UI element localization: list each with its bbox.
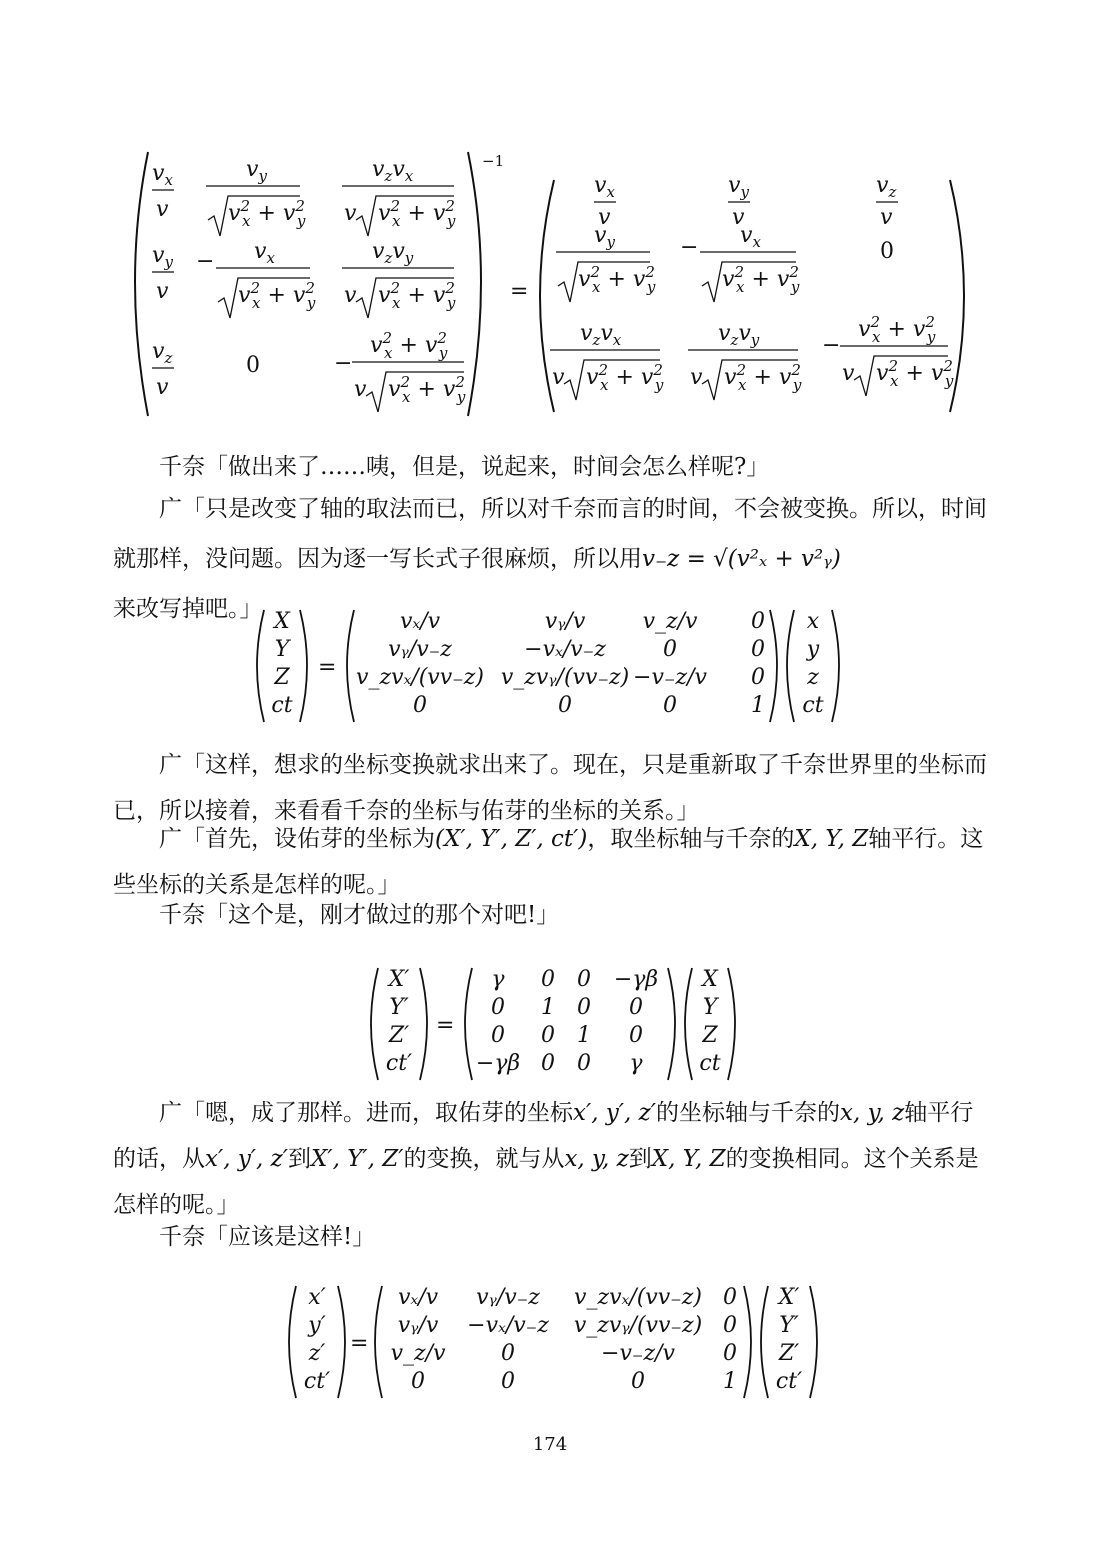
inverse-exponent: −1 [482,152,505,170]
eq3-rhs-2: Z [702,1023,718,1048]
eq2-lhs-2: Z [274,665,290,690]
eq4-lhs-2: z′ [308,1341,326,1366]
svg-text:0: 0 [880,239,894,264]
svg-text:vx: $v_x$ [152,161,173,189]
eq4-matrix-cell-3-2: 0 [631,1369,645,1394]
eq3-matrix-cell-0-1: 0 [541,967,555,992]
inline-math-yume-coords: (X′, Y′, Z′, ct′) [435,826,588,852]
eq2-matrix-cell-2-1: v_zvᵧ/(vv₋z) [500,665,630,690]
eq2-matrix-cell-0-2: v_z/v [642,609,698,634]
eq4-rhs-0: X′ [778,1285,800,1310]
svg-text:v2x + v2y: $v^2$ $x + v^2$ y [378,279,456,312]
eq4-matrix-cell-2-0: v_z/v [390,1341,446,1366]
eq2-matrix-cell-1-0: vᵧ/v₋z [388,637,452,662]
svg-text:vx: $v_x$ [254,239,275,267]
eq4-matrix-cell-1-1: −vₓ/v₋z [467,1313,549,1338]
eq3-lhs-3: ct′ [385,1051,413,1076]
svg-text:v2x + v2y: $v^2$ $x + v^2$ y [578,263,656,296]
eq3-matrix-cell-1-1: 1 [541,995,555,1020]
inline-math-xyz-prime-1: x′, y′, z′ [573,1100,656,1126]
svg-text:vzvx: $v_zv_x$ [580,321,622,349]
svg-text:v2x + v2y: $v^2$ $x + v^2$ y [722,263,800,296]
eq4-lhs-0: x′ [308,1285,326,1310]
eq4-matrix-cell-2-2: −v₋z/v [601,1341,675,1366]
eq3-matrix-cell-2-0: 0 [491,1023,505,1048]
eq4-lhs-1: y′ [308,1313,326,1338]
eq2-matrix-cell-3-3: 1 [751,693,765,718]
eq2-matrix-cell-2-0: v_zvₓ/(vv₋z) [356,665,484,690]
svg-text:v: v [354,377,367,402]
eq2-lhs-3: ct [271,693,293,718]
eq4-matrix-cell-3-0: 0 [411,1369,425,1394]
inline-math-xyz-1: x, y, z [840,1100,905,1126]
paragraph-hiro-yume-coords: 广「首先，设佑芽的坐标为(X′, Y′, Z′, ct′)，取坐标轴与千奈的X, Y, Z轴平行。这些坐标的关系是怎样的呢。」 [113,826,984,898]
eq4-matrix-cell-0-3: 0 [723,1285,737,1310]
svg-text:v2x + v2y: $v^2$ $x + v^2$ y [370,329,448,362]
svg-text:v2x + v2y: $v^2$ $x + v^2$ y [228,197,306,230]
eq3-matrix-cell-2-3: 0 [629,1023,643,1048]
eq2-rhs-1: y [806,637,820,662]
eq3-matrix-cell-3-1: 0 [541,1051,555,1076]
eq2-matrix-cell-1-1: −vₓ/v₋z [524,637,606,662]
svg-text:vy: $v_y$ [594,223,615,251]
svg-text:−: − [334,351,353,376]
eq4-matrix-cell-3-3: 1 [723,1369,737,1394]
svg-text:v2x + v2y: $v^2$ $x + v^2$ y [876,357,954,390]
eq2-matrix-cell-3-0: 0 [413,693,427,718]
eq3-rhs-1: Y [702,995,718,1020]
eq4-matrix-cell-1-2: v_zvᵧ/(vv₋z) [573,1313,703,1338]
eq4-matrix-cell-1-3: 0 [723,1313,737,1338]
paragraph-hiro-transform-done: 广「这样，想求的坐标变换就求出来了。现在，只是重新取了千奈世界里的坐标而已，所以接着，来看看千奈的坐标与佑芽的坐标的关系。」 [113,752,987,824]
svg-text:v2x + v2y: $v^2$ $x + v^2$ y [378,197,456,230]
paragraph-chinatsu-question: 千奈「做出来了……咦，但是，说起来，时间会怎么样呢?」 [159,454,770,480]
svg-text:v2x + v2y: $v^2$ $x + v^2$ y [724,361,802,394]
equation-lorentz-boost [364,962,744,1086]
eq2-rhs-2: z [807,665,819,690]
page-number: 174 [532,1434,568,1455]
eq2-matrix-cell-0-1: vᵧ/v [544,609,586,634]
svg-text:v2x + v2y: $v^2$ $x + v^2$ y [238,279,316,312]
eq4-matrix-cell-0-2: v_zvₓ/(vv₋z) [574,1285,702,1310]
eq4-rhs-2: Z′ [778,1341,800,1366]
svg-text:vx: $v_x$ [594,173,615,201]
matrix-zero: 0 [246,353,260,378]
svg-text:−: − [822,333,841,358]
svg-text:v: v [552,365,565,390]
eq2-matrix-cell-0-0: vₓ/v [399,609,441,634]
svg-text:v: v [880,205,893,230]
eq4-rhs-3: ct′ [775,1369,803,1394]
paragraph-hiro-next: 广「嗯，成了那样。进而，取佑芽的坐标x′, y′, z′的坐标轴与千奈的x, y, z轴平行的话，从x′, y′, z′到X′, Y′, Z′的变换，就与从x, y, z到X, Y, Z的变换相同。这个关系是怎样的呢。」 [113,1100,979,1218]
svg-text:vx: $v_x$ [740,223,761,251]
svg-text:vy: $v_y$ [728,173,749,201]
eq2-matrix-cell-3-1: 0 [558,693,572,718]
eq3-matrix-cell-0-0: γ [491,967,505,992]
equation-inverse-transform [282,1280,822,1404]
eq2-rhs-0: x [806,609,820,634]
eq2-matrix-cell-2-3: 0 [751,665,765,690]
svg-text:vzvy: $v_zv_y$ [372,239,414,267]
svg-text:v2x + v2y: $v^2$ $x + v^2$ y [586,361,664,394]
svg-text:v: v [598,205,611,230]
svg-text:=: = [350,1331,369,1356]
inline-math-xyz-2: x, y, z [564,1146,629,1172]
eq4-rhs-1: Y′ [779,1313,799,1338]
paragraph-chinatsu-answer: 千奈「应该是这样!」 [159,1224,376,1250]
eq4-lhs-3: ct′ [303,1369,331,1394]
eq2-matrix-cell-3-2: 0 [663,693,677,718]
svg-text:vy: $v_y$ [246,157,267,185]
eq4-matrix-cell-0-0: vₓ/v [397,1285,439,1310]
eq3-matrix-cell-3-0: −γβ [475,1051,521,1076]
svg-text:v: v [156,375,169,400]
eq3-matrix-cell-1-3: 0 [629,995,643,1020]
eq2-matrix-cell-1-2: 0 [663,637,677,662]
svg-text:vz: $v_z$ [152,339,173,367]
inline-math-XYZ: X, Y, Z [794,826,869,852]
svg-text:−: − [680,235,699,260]
inline-math-xyz-prime-2: x′, y′, z′ [205,1146,288,1172]
equation-matrix-inverse [120,140,980,430]
inline-math-XYZ-prime: X′, Y′, Z′ [311,1146,404,1172]
eq3-matrix-cell-0-2: 0 [577,967,591,992]
eq4-matrix-cell-1-0: vᵧ/v [397,1313,439,1338]
eq3-matrix-cell-0-3: −γβ [613,967,659,992]
svg-text:v: v [690,365,703,390]
equation-coordinate-transform [250,604,850,728]
svg-text:v2x + v2y: $v^2$ $x + v^2$ y [858,313,936,346]
svg-text:=: = [318,655,337,680]
paragraph-hiro-time: 广「只是改变了轴的取法而已，所以对千奈而言的时间，不会被变换。所以，时间就那样，没问题。因为逐一写长式子很麻烦，所以用v₋z = √(v²ₓ + v²ᵧ)来改写掉吧。」 [113,496,987,622]
equals-sign: = [510,279,529,304]
eq2-lhs-1: Y [274,637,290,662]
eq4-matrix-cell-2-3: 0 [723,1341,737,1366]
eq3-rhs-3: ct [699,1051,721,1076]
eq3-matrix-cell-1-2: 0 [577,995,591,1020]
eq3-matrix-cell-3-3: γ [629,1051,643,1076]
svg-text:v: v [842,361,855,386]
eq4-matrix-cell-0-1: vᵧ/v₋z [476,1285,540,1310]
eq3-lhs-1: Y′ [389,995,409,1020]
eq3-matrix-cell-2-1: 0 [541,1023,555,1048]
svg-text:v: v [156,279,169,304]
svg-text:vy: $v_y$ [152,243,173,271]
eq4-matrix-cell-2-1: 0 [501,1341,515,1366]
eq2-matrix-cell-1-3: 0 [751,637,765,662]
svg-text:vzvy: $v_zv_y$ [718,321,760,349]
eq3-lhs-2: Z′ [388,1023,410,1048]
eq3-matrix-cell-1-0: 0 [491,995,505,1020]
svg-text:=: = [436,1013,455,1038]
eq3-matrix-cell-2-2: 1 [577,1023,591,1048]
eq3-lhs-0: X′ [388,967,410,992]
paragraph-chinatsu-recall: 千奈「这个是，刚才做过的那个对吧!」 [159,902,560,928]
svg-text:−: − [196,249,215,274]
svg-text:v: v [732,205,745,230]
eq4-matrix-cell-3-1: 0 [501,1369,515,1394]
svg-text:v: v [156,197,169,222]
inline-math-vmz-definition: v₋z = √(v²ₓ + v²ᵧ) [642,546,841,572]
svg-text:v2x + v2y: $v^2$ $x + v^2$ y [388,373,466,406]
eq2-rhs-3: ct [802,693,824,718]
eq3-matrix-cell-3-2: 0 [577,1051,591,1076]
eq3-rhs-0: X [702,967,718,992]
svg-text:vzvx: $v_zv_x$ [372,157,414,185]
svg-text:v: v [344,283,357,308]
eq2-matrix-cell-0-3: 0 [751,609,765,634]
inline-math-XYZ-2: X, Y, Z [651,1146,726,1172]
svg-text:v: v [344,201,357,226]
eq2-lhs-0: X [274,609,290,634]
eq2-matrix-cell-2-2: −v₋z/v [633,665,707,690]
svg-text:vz: $v_z$ [876,173,897,201]
